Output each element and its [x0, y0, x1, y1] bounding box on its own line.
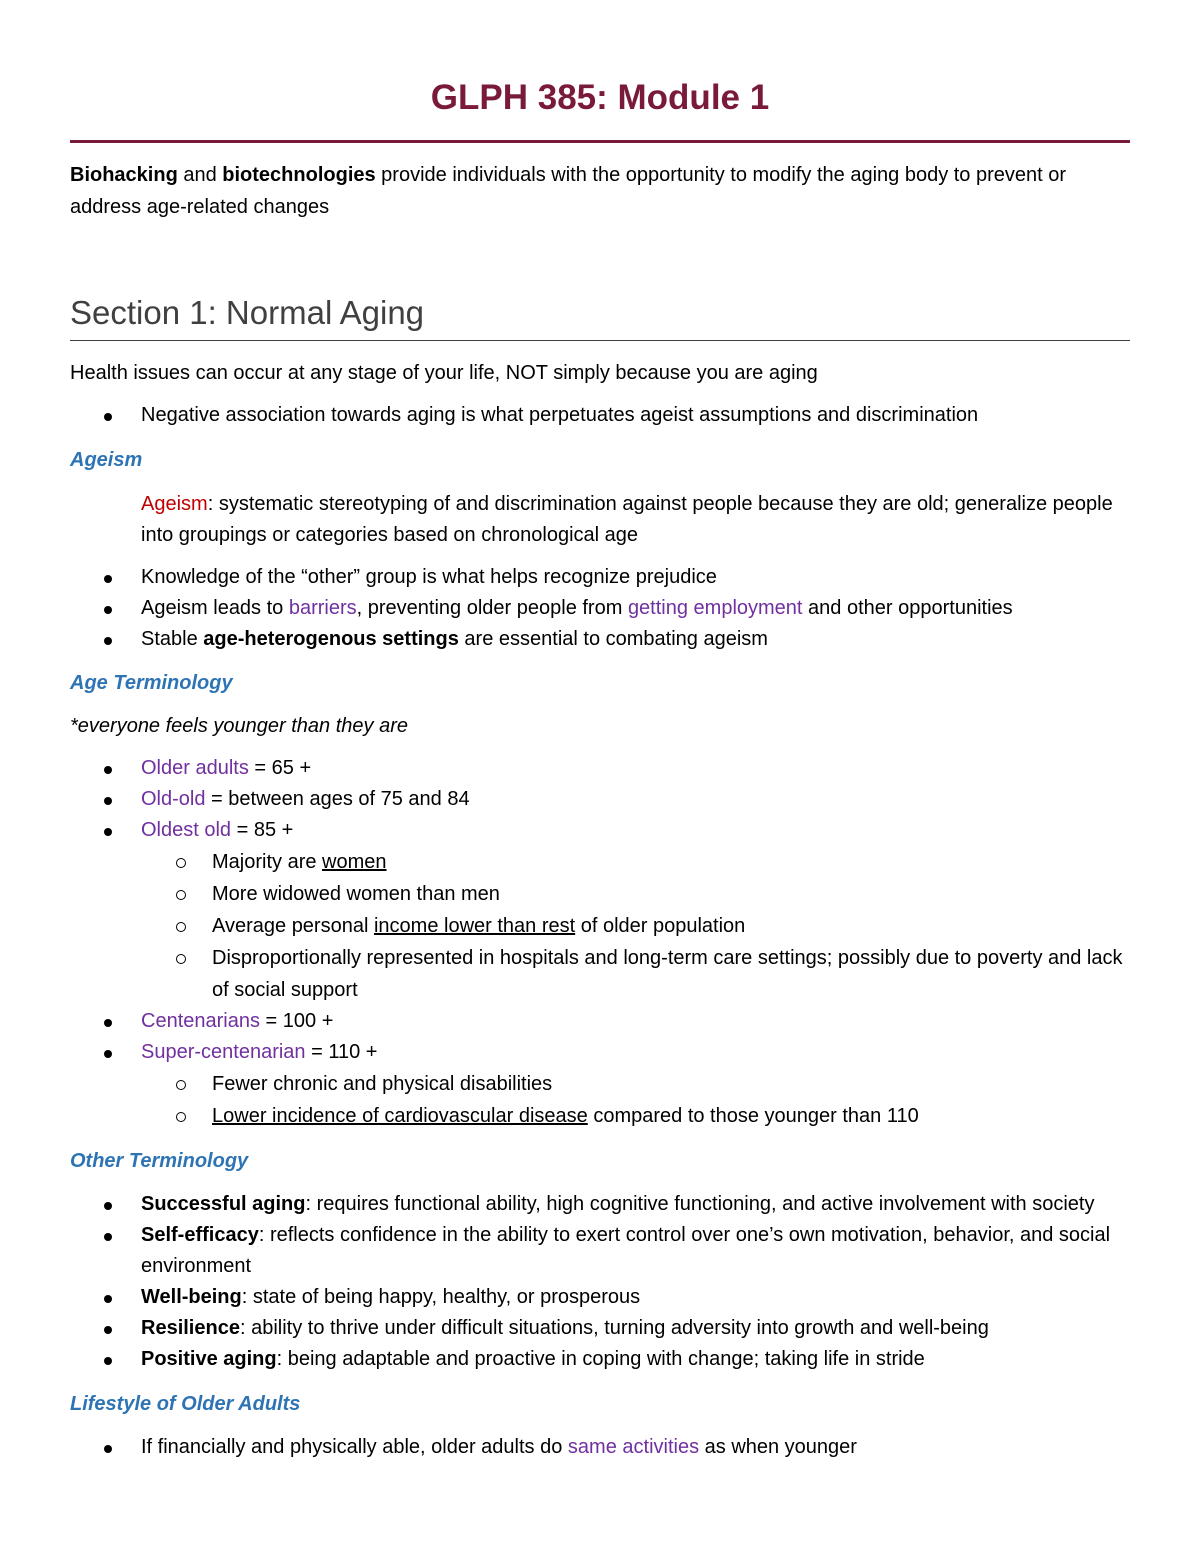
list-item: Self-efficacy: reflects confidence in the ability to exert control over one’s own motivation, behavior, and social environment: [70, 1220, 1130, 1282]
term-getting-employment: getting employment: [627, 597, 803, 619]
list-item: Centenarians = 100 +: [70, 1006, 1130, 1037]
list-item: If financially and physically able, older adults do same activities as when younger: [70, 1432, 1130, 1463]
list-item: Stable age-heterogenous settings are essential to combating ageism: [70, 624, 1130, 655]
bullet-icon: [104, 797, 112, 805]
bullet-icon: [104, 1019, 112, 1027]
bullet-icon: [104, 637, 112, 645]
sub-list-item: Average personal income lower than rest of older population: [70, 910, 1130, 942]
other-terminology-list: [70, 1189, 1130, 1375]
super-centenarian-sublist: [141, 1068, 1130, 1132]
bullet-icon: [104, 1202, 112, 1210]
term-barriers: barriers: [288, 597, 357, 619]
document-page: [70, 0, 1130, 1463]
section-title: Section 1: Normal Aging: [70, 294, 425, 331]
sub-list-item: Disproportionally represented in hospitals and long-term care settings; possibly due to poverty and lack of social support: [70, 942, 1130, 1006]
ageism-list: [70, 562, 1130, 655]
section-lead: Health issues can occur at any stage of your life, NOT simply because you are aging: [70, 362, 818, 384]
ageism-definition: Ageism: systematic stereotyping of and discrimination against people because they are old; generalize people into groupings or categories based on chronological age: [141, 493, 1113, 546]
list-item: Ageism leads to barriers, preventing older people from getting employment and other opportunities: [70, 593, 1130, 624]
list-item: Oldest old = 85 + Majority are women More widowed women than men Average personal income lower than rest of older population Disproportionally represented in hospitals and long-term care settings; possibly due to poverty and lack of social support: [70, 815, 1130, 1006]
hollow-bullet-icon: [176, 954, 186, 964]
intro-term-biohacking: Biohacking: [70, 164, 178, 186]
bullet-icon: [104, 766, 112, 774]
bullet-icon: [104, 575, 112, 583]
title-divider: [70, 140, 1130, 143]
subheading-ageism: Ageism: [70, 449, 143, 471]
sub-list-item: Fewer chronic and physical disabilities: [70, 1068, 1130, 1100]
hollow-bullet-icon: [176, 922, 186, 932]
bullet-icon: [104, 413, 112, 421]
ageism-term: Ageism: [141, 493, 208, 515]
page-title: GLPH 385: Module 1: [430, 78, 770, 117]
bullet-icon: [104, 828, 112, 836]
age-terminology-note: *everyone feels younger than they are: [70, 715, 408, 737]
oldest-old-sublist: [141, 846, 1130, 1006]
bullet-icon: [104, 1357, 112, 1365]
hollow-bullet-icon: [176, 1112, 186, 1122]
hollow-bullet-icon: [176, 858, 186, 868]
intro-term-biotechnologies: biotechnologies: [222, 164, 376, 186]
bullet-icon: [104, 606, 112, 614]
intro-paragraph: [70, 159, 1130, 223]
lifestyle-list: [70, 1432, 1130, 1463]
subheading-lifestyle: Lifestyle of Older Adults: [70, 1393, 301, 1415]
list-item: Successful aging: requires functional ability, high cognitive functioning, and active involvement with society: [70, 1189, 1130, 1220]
list-item: Negative association towards aging is what perpetuates ageist assumptions and discrimination: [70, 400, 1130, 431]
bullet-icon: [104, 1295, 112, 1303]
bullet-icon: [104, 1445, 112, 1453]
subheading-age-terminology: Age Terminology: [70, 672, 233, 694]
age-terminology-list: [70, 753, 1130, 1132]
list-item: Older adults = 65 +: [70, 753, 1130, 784]
sub-list-item: Lower incidence of cardiovascular disease compared to those younger than 110: [70, 1100, 1130, 1132]
sub-list-item: Majority are women: [70, 846, 1130, 878]
sub-list-item: More widowed women than men: [70, 878, 1130, 910]
section-divider: [70, 340, 1130, 341]
term-same-activities: same activities: [567, 1436, 700, 1458]
term-age-heterogenous: age-heterogenous settings: [203, 628, 459, 650]
intro-and: and: [177, 164, 223, 186]
bullet-icon: [104, 1326, 112, 1334]
hollow-bullet-icon: [176, 1080, 186, 1090]
intro-rest: provide individuals with the opportunity to modify the aging body to prevent or address age-related changes: [70, 164, 1067, 218]
section-lead-list: [70, 400, 1130, 431]
list-item: Old-old = between ages of 75 and 84: [70, 784, 1130, 815]
list-item: Resilience: ability to thrive under difficult situations, turning adversity into growth and well-being: [70, 1313, 1130, 1344]
list-item: Super-centenarian = 110 + Fewer chronic and physical disabilities Lower incidence of cardiovascular disease compared to those younger than 110: [70, 1037, 1130, 1132]
list-item: Knowledge of the “other” group is what helps recognize prejudice: [70, 562, 1130, 593]
list-item: Positive aging: being adaptable and proactive in coping with change; taking life in stride: [70, 1344, 1130, 1375]
bullet-icon: [104, 1233, 112, 1241]
list-item: Well-being: state of being happy, healthy, or prosperous: [70, 1282, 1130, 1313]
subheading-other-terminology: Other Terminology: [70, 1150, 249, 1172]
hollow-bullet-icon: [176, 890, 186, 900]
bullet-icon: [104, 1050, 112, 1058]
